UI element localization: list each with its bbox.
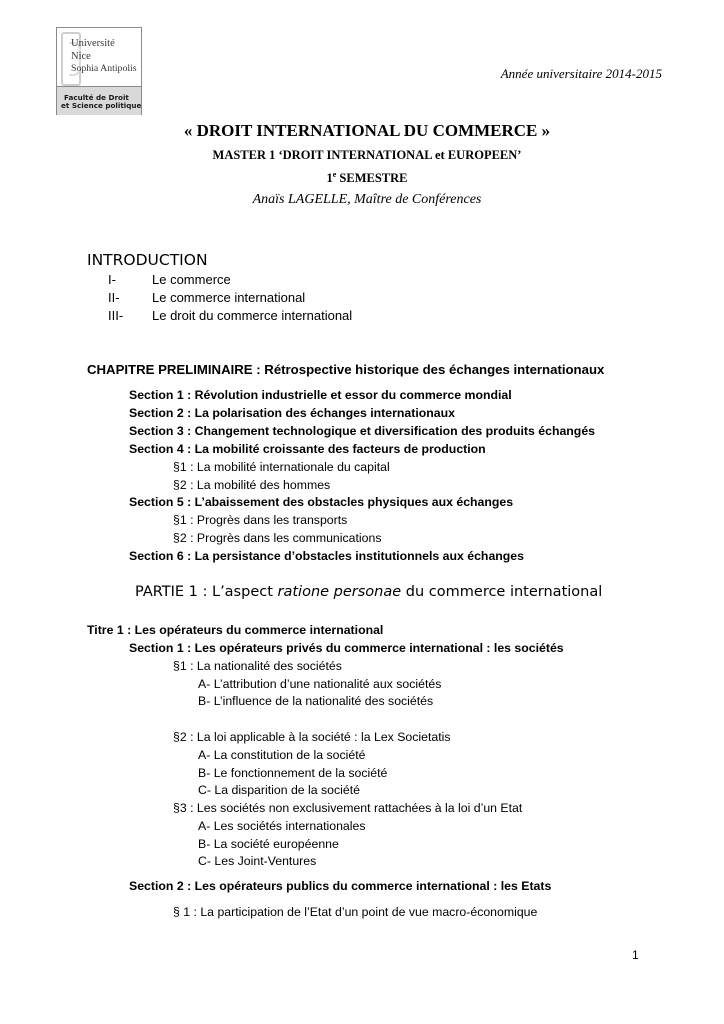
paragraph-1-item-a: A- L’attribution d’une nationalité aux sociétés	[198, 677, 442, 691]
intro-item-num: I-	[108, 272, 116, 287]
paragraph-1: §1 : La nationalité des sociétés	[173, 659, 342, 673]
paragraph-1-item-b: B- L’influence de la nationalité des sociétés	[198, 694, 434, 708]
logo-faculty-line-1: Faculté de Droit	[64, 93, 129, 102]
logo-line-1: Université	[71, 38, 115, 49]
master-subtitle: MASTER 1 ‘DROIT INTERNATIONAL et EUROPEEN’	[212, 148, 522, 162]
chapitre-section-5-para-1: §1 : Progrès dans les transports	[173, 513, 348, 527]
introduction-heading: INTRODUCTION	[87, 251, 208, 269]
partie-1-heading-italic: ratione personae	[277, 584, 402, 600]
chapitre-section-5: Section 5 : L’abaissement des obstacles physiques aux échanges	[129, 495, 514, 509]
logo-faculty-band	[57, 86, 141, 115]
semester-number: 1	[326, 171, 333, 186]
paragraph-2-item-a: A- La constitution de la société	[198, 748, 366, 762]
paragraph-3-item-b: B- La société européenne	[198, 837, 339, 851]
partie-1-heading-end: du commerce international	[401, 584, 603, 600]
partie-1-section-1: Section 1 : Les opérateurs privés du commerce international : les sociétés	[129, 641, 564, 655]
paragraph-2-item-b: B- Le fonctionnement de la société	[198, 766, 388, 780]
logo-faculty-line-2: et Science politique	[61, 101, 142, 110]
intro-item-num: II-	[108, 290, 120, 305]
intro-item-text: Le commerce international	[152, 290, 306, 305]
paragraph-3-item-a: A- Les sociétés internationales	[198, 819, 366, 833]
partie-1-heading-start: PARTIE 1 : L’aspect	[135, 584, 278, 600]
logo-emblem	[57, 28, 141, 86]
semester-line	[0, 170, 724, 186]
academic-year: Année universitaire 2014-2015	[500, 66, 662, 81]
partie-1-section-2: Section 2 : Les opérateurs publics du commerce international : les Etats	[129, 879, 552, 893]
chapitre-section-4-para-2: §2 : La mobilité des hommes	[173, 478, 331, 492]
university-logo	[56, 27, 142, 115]
chapitre-section-5-para-2: §2 : Progrès dans les communications	[173, 531, 382, 545]
paragraph-3: §3 : Les sociétés non exclusivement rattachées à la loi d’un Etat	[173, 801, 523, 815]
intro-item-text: Le droit du commerce international	[152, 308, 353, 323]
author-line: Anaïs LAGELLE, Maître de Conférences	[252, 192, 482, 207]
partie-1-heading	[135, 584, 602, 600]
section-2-paragraph-1: § 1 : La participation de l’Etat d’un point de vue macro-économique	[173, 905, 538, 919]
semester-superscript: e	[332, 170, 337, 179]
chapitre-section-4-para-1: §1 : La mobilité internationale du capital	[173, 460, 390, 474]
logo-line-2: Nice	[71, 51, 91, 62]
chapitre-section-3: Section 3 : Changement technologique et diversification des produits échangés	[129, 424, 595, 438]
chapitre-section-4: Section 4 : La mobilité croissante des facteurs de production	[129, 442, 486, 456]
document-title: « DROIT INTERNATIONAL DU COMMERCE »	[183, 121, 551, 140]
paragraph-2-item-c: C- La disparition de la société	[198, 783, 360, 797]
paragraph-3-item-c: C- Les Joint-Ventures	[198, 854, 317, 868]
chapitre-heading: CHAPITRE PRELIMINAIRE : Rétrospective historique des échanges internationaux	[87, 362, 605, 377]
page-number: 1	[632, 948, 639, 962]
paragraph-2: §2 : La loi applicable à la société : la Lex Societatis	[173, 730, 451, 744]
semester-word: SEMESTRE	[336, 171, 408, 186]
titre-1: Titre 1 : Les opérateurs du commerce international	[87, 623, 384, 637]
intro-item-text: Le commerce	[152, 272, 231, 287]
intro-item-num: III-	[108, 308, 124, 323]
logo-line-3: Sophia Antipolis	[71, 63, 137, 74]
chapitre-section-1: Section 1 : Révolution industrielle et essor du commerce mondial	[129, 388, 512, 402]
chapitre-section-2: Section 2 : La polarisation des échanges internationaux	[129, 406, 455, 420]
chapitre-section-6: Section 6 : La persistance d’obstacles institutionnels aux échanges	[129, 549, 524, 563]
